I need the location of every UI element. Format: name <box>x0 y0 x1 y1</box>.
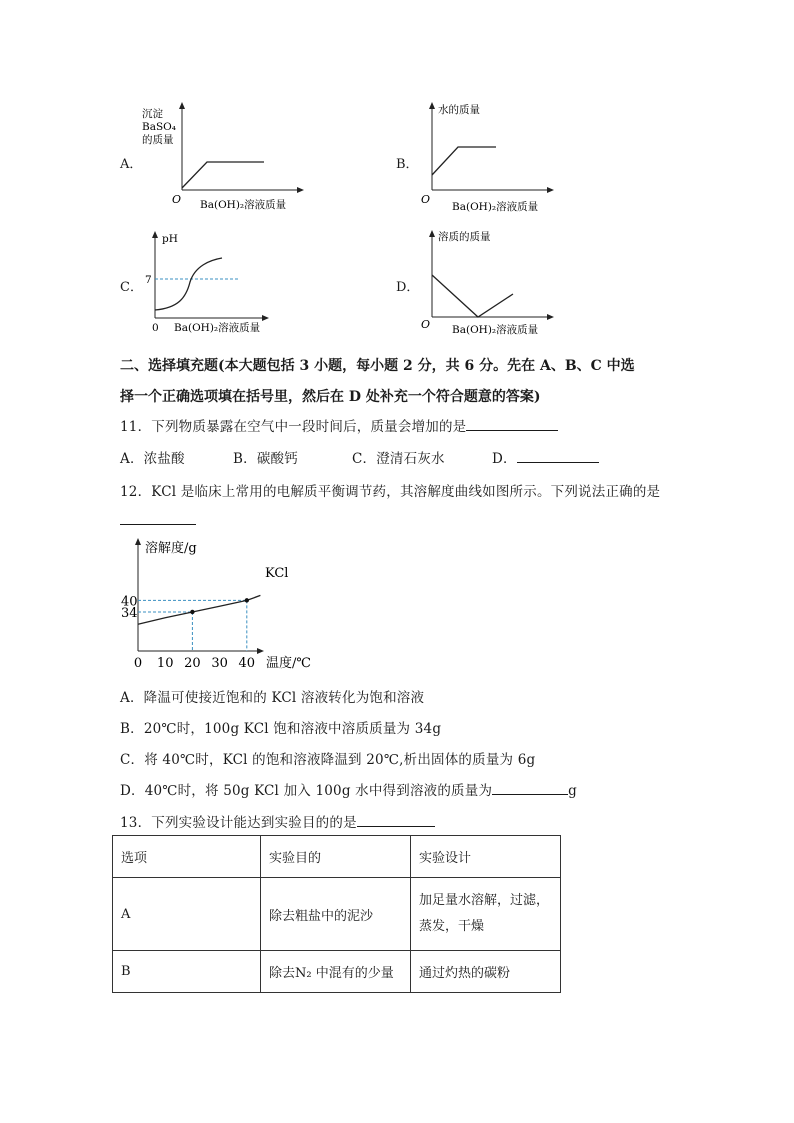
kcl-curve <box>138 595 260 624</box>
graph-d <box>418 226 568 338</box>
graph-d-y-arrow <box>429 230 435 237</box>
graph-c-curve <box>155 258 222 310</box>
table-cell-purpose: 除去N₂ 中混有的少量 <box>261 951 411 993</box>
kcl-x-tick-label: 20 <box>184 656 201 671</box>
q13-stem-text: 13．下列实验设计能达到实验目的的是 <box>120 815 357 831</box>
q11-stem-text: 11．下列物质暴露在空气中一段时间后，质量会增加的是 <box>120 419 467 435</box>
graph-a-ylabel-1: 沉淀 <box>142 108 163 120</box>
graph-b-y-arrow <box>429 102 435 109</box>
graph-c-origin: 0 <box>152 322 159 334</box>
table-cell-option: B <box>113 951 261 993</box>
graph-d-x-arrow <box>547 314 554 320</box>
q12-option-d-blank[interactable] <box>492 793 568 795</box>
graph-d-ylabel: 溶质的质量 <box>438 231 491 243</box>
q11-option-b: B．碳酸钙 <box>233 451 298 467</box>
graph-b-curve <box>432 147 496 175</box>
kcl-chart-ylabel: 溶解度/g <box>145 541 197 556</box>
q11-option-c: C．澄清石灰水 <box>352 451 445 467</box>
q13-answer-blank[interactable] <box>357 825 435 827</box>
graph-a-y-arrow <box>179 102 185 109</box>
kcl-chart-xlabel: 温度/℃ <box>266 656 311 671</box>
q12-stem: 12．KCl 是临床上常用的电解质平衡调节药，其溶解度曲线如图所示。下列说法正确的是 <box>120 484 661 500</box>
q12-option-a: A．降温可使接近饱和的 KCl 溶液转化为饱和溶液 <box>120 690 425 706</box>
option-d-letter: D． <box>396 280 420 295</box>
graph-a-origin: O <box>172 193 182 206</box>
table-cell-design: 加足量水溶解，过滤，蒸发，干燥 <box>411 878 561 951</box>
table-header-design: 实验设计 <box>411 836 561 878</box>
graph-b <box>418 100 568 215</box>
table-row <box>113 878 561 951</box>
q12-option-b: B．20℃时，100g KCl 饱和溶液中溶质质量为 34g <box>120 721 442 737</box>
q12-option-d-text: D．40℃时，将 50g KCl 加入 100g 水中得到溶液的质量为 <box>120 783 493 799</box>
option-b-letter: B． <box>396 157 419 172</box>
kcl-chart-series-label: KCl <box>265 566 289 581</box>
q12-option-d-unit: g <box>568 783 578 799</box>
table-cell-design: 通过灼热的碳粉 <box>411 951 561 993</box>
section-heading-line2: 择一个正确选项填在括号里，然后在 D 处补充一个符合题意的答案) <box>120 389 541 405</box>
kcl-x-tick-label: 10 <box>156 656 174 671</box>
table-cell-option: A <box>113 878 261 951</box>
table-cell-purpose: 除去粗盐中的泥沙 <box>261 878 411 951</box>
graph-d-curve <box>432 275 513 317</box>
q11-answer-blank[interactable] <box>466 429 558 431</box>
graph-c-tick-7: 7 <box>145 274 152 286</box>
graph-a-curve <box>182 162 264 188</box>
kcl-chart-marks <box>121 594 260 671</box>
table-row <box>113 951 561 993</box>
graph-b-xlabel: Ba(OH)₂溶液质量 <box>452 201 539 213</box>
graph-a <box>140 100 310 215</box>
q12-answer-blank[interactable] <box>120 523 196 525</box>
graph-b-origin: O <box>421 193 431 206</box>
kcl-chart-x-arrow <box>257 648 264 654</box>
table-header-row <box>113 836 561 878</box>
table-header-option: 选项 <box>113 836 261 878</box>
kcl-y-tick-label: 34 <box>121 605 138 621</box>
graph-c-y-arrow <box>152 231 158 238</box>
kcl-x-tick-label: 30 <box>211 656 228 671</box>
graph-c-ylabel: pH <box>162 233 178 245</box>
q13-stem <box>120 811 435 831</box>
graph-c <box>140 226 300 336</box>
option-c-letter: C． <box>120 280 143 295</box>
q11-option-d-blank[interactable] <box>517 461 599 463</box>
graph-d-xlabel: Ba(OH)₂溶液质量 <box>452 324 539 336</box>
kcl-x-tick-label: 40 <box>238 656 256 671</box>
experiment-table <box>112 835 561 993</box>
graph-a-ylabel-3: 的质量 <box>142 134 174 146</box>
kcl-point-1 <box>245 598 249 602</box>
q11-stem <box>120 415 558 435</box>
graph-a-x-arrow <box>297 187 304 193</box>
kcl-point-0 <box>190 610 194 614</box>
q11-option-d <box>492 447 599 467</box>
kcl-x-tick-label: 0 <box>133 656 143 671</box>
q11-option-d-label: D． <box>492 451 517 467</box>
graph-d-origin: O <box>421 318 431 331</box>
option-a-letter: A． <box>120 157 143 172</box>
graph-c-xlabel: Ba(OH)₂溶液质量 <box>174 322 261 334</box>
graph-b-x-arrow <box>547 187 554 193</box>
kcl-y-tick-label: 40 <box>121 594 138 610</box>
kcl-solubility-chart <box>118 533 338 673</box>
graph-a-xlabel: Ba(OH)₂溶液质量 <box>200 199 287 211</box>
section-heading-line1: 二、选择填充题(本大题包括 3 小题，每小题 2 分，共 6 分。先在 A、B、C 中选 <box>120 358 635 374</box>
table-header-purpose: 实验目的 <box>261 836 411 878</box>
kcl-chart-y-arrow <box>135 538 141 545</box>
graph-a-ylabel-2: BaSO₄ <box>142 121 176 133</box>
q12-option-d <box>120 779 577 799</box>
q11-option-a: A．浓盐酸 <box>120 451 185 467</box>
graph-b-ylabel: 水的质量 <box>438 104 480 116</box>
q12-option-c: C．将 40℃时，KCl 的饱和溶液降温到 20℃,析出固体的质量为 6g <box>120 752 536 768</box>
graph-c-x-arrow <box>262 315 269 321</box>
